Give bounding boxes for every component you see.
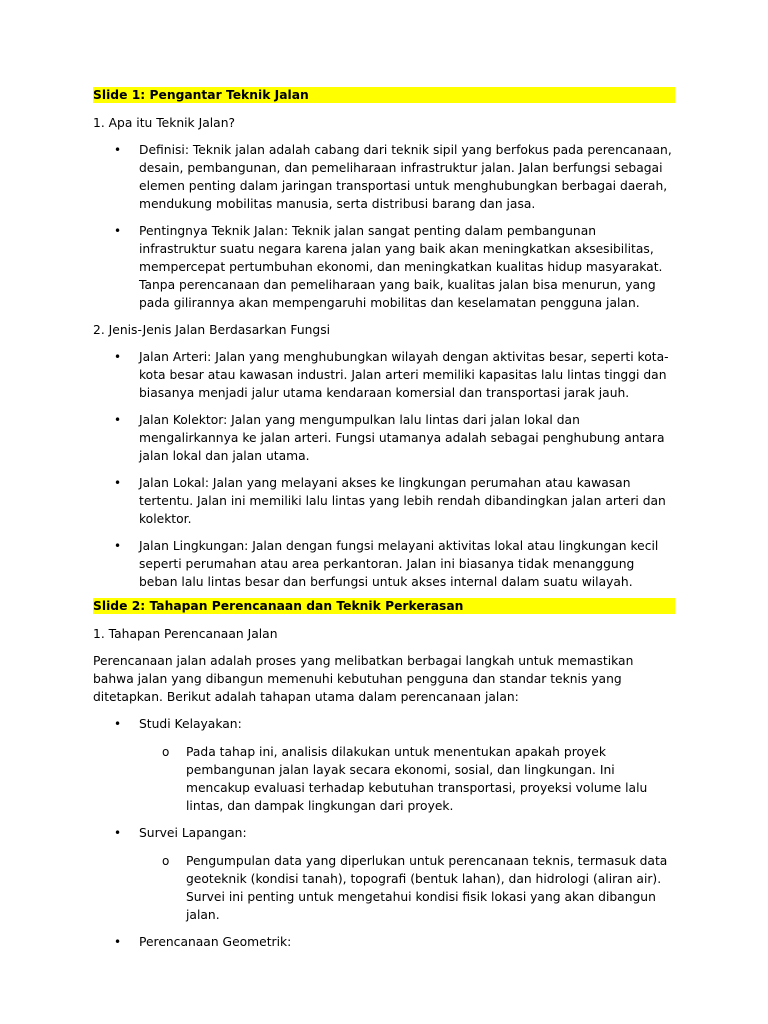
bullet-icon: • [114,224,122,238]
list-item-text: Jalan Kolektor: Jalan yang mengumpulkan lalu lintas dari jalan lokal dan mengalirkannya ke jalan arteri. Fungsi utamanya adalah sebagai penghubung antara jalan lokal dan jalan utama. [139,413,665,463]
list-item [93,474,675,528]
sub-bullet-icon: o [162,854,170,868]
bullet-icon: • [114,413,122,427]
sub-list-item-text: Pada tahap ini, analisis dilakukan untuk menentukan apakah proyek pembangunan jalan layak secara ekonomi, sosial, dan lingkungan. Ini mencakup evaluasi terhadap kebutuhan transportasi, proyeksi volume lalu lintas, dan dampak lingkungan dari proyek. [186,745,648,813]
bullet-icon: • [114,717,122,731]
road-types-list [93,348,675,591]
planning-steps-list [93,715,675,951]
list-item [93,141,675,213]
bullet-icon: • [114,143,122,157]
sub-list [93,743,675,815]
section-planning-stages: 1. Tahapan Perencanaan Jalan [93,627,278,641]
list-item [93,411,675,465]
list-item-text: Definisi: Teknik jalan adalah cabang dari teknik sipil yang berfokus pada perencanaan, desain, pembangunan, dan pemeliharaan infrastruktur jalan. Jalan berfungsi sebagai elemen penting dalam jaringan transportasi untuk menghubungkan berbagai daerah, mendukung mobilitas manusia, serta distribusi barang dan jasa. [139,143,672,211]
section-road-types: 2. Jenis-Jenis Jalan Berdasarkan Fungsi [93,323,331,337]
list-item [93,824,675,924]
sub-list-item [139,743,675,815]
list-item-text: Studi Kelayakan: [139,717,242,731]
sub-bullet-icon: o [162,745,170,759]
list-item [93,348,675,402]
list-item-text: Jalan Lingkungan: Jalan dengan fungsi melayani aktivitas lokal atau lingkungan kecil seperti perumahan atau area perkantoran. Jalan ini biasanya tidak menanggung beban lalu lintas besar dan berfungsi untuk akses internal dalam suatu wilayah. [139,539,659,589]
sub-list-item-text: Pengumpulan data yang diperlukan untuk perencanaan teknis, termasuk data geoteknik (kondisi tanah), topografi (bentuk lahan), dan hidrologi (aliran air). Survei ini penting untuk mengetahui kondisi fisik lokasi yang akan dibangun jalan. [186,854,668,922]
bullet-icon: • [114,539,122,553]
sub-list [93,852,675,924]
bullet-icon: • [114,350,122,364]
list-item [93,537,675,591]
list-item-text: Jalan Lokal: Jalan yang melayani akses ke lingkungan perumahan atau kawasan tertentu. Jalan ini memiliki lalu lintas yang lebih rendah dibandingkan jalan arteri dan kolektor. [139,476,666,526]
bullet-icon: • [114,826,122,840]
list-item-text: Survei Lapangan: [139,826,247,840]
definition-list [93,141,675,312]
list-item-text: Perencanaan Geometrik: [139,935,292,949]
list-item [93,715,675,815]
planning-intro-paragraph: Perencanaan jalan adalah proses yang melibatkan berbagai langkah untuk memastikan bahwa jalan yang dibangun memenuhi kebutuhan pengguna dan standar teknis yang ditetapkan. Berikut adalah tahapan utama dalam perencanaan jalan: [93,654,634,704]
section-what-is-road-engineering: 1. Apa itu Teknik Jalan? [93,116,236,130]
list-item [93,222,675,312]
list-item-text: Pentingnya Teknik Jalan: Teknik jalan sangat penting dalam pembangunan infrastruktur suatu negara karena jalan yang baik akan meningkatkan aksesibilitas, mempercepat pertumbuhan ekonomi, dan meningkatkan kualitas hidup masyarakat. Tanpa perencanaan dan pemeliharaan yang baik, kualitas jalan bisa menurun, yang pada gilirannya akan mempengaruhi mobilitas dan keselamatan pengguna jalan. [139,224,663,310]
list-item [93,933,675,951]
list-item-text: Jalan Arteri: Jalan yang menghubungkan wilayah dengan aktivitas besar, seperti kota-kota besar atau kawasan industri. Jalan arteri memiliki kapasitas lalu lintas tinggi dan biasanya menjadi jalur utama kendaraan komersial dan transportasi jarak jauh. [139,350,669,400]
bullet-icon: • [114,476,122,490]
slide2-heading: Slide 2: Tahapan Perencanaan dan Teknik Perkerasan [93,598,675,614]
sub-list-item [139,852,675,924]
slide1-heading: Slide 1: Pengantar Teknik Jalan [93,87,675,103]
bullet-icon: • [114,935,122,949]
